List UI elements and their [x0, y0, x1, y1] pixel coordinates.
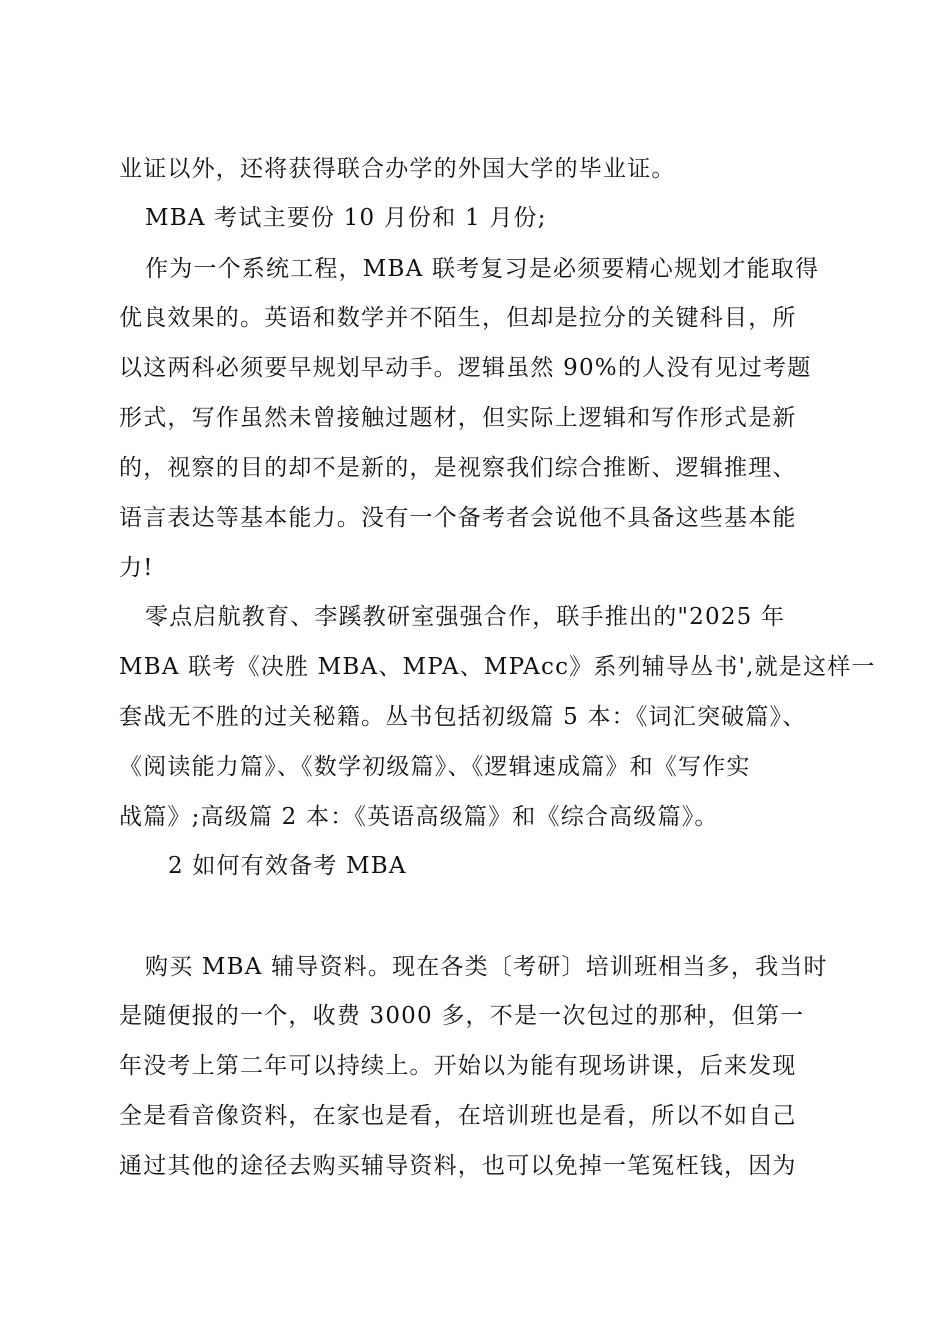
paragraph-line: 购买 MBA 辅导资料。现在各类〔考研〕培训班相当多，我当时 — [145, 954, 828, 980]
paragraph-line: 形式，写作虽然未曾接触过题材，但实际上逻辑和写作形式是新 — [119, 405, 797, 431]
paragraph-line: 《阅读能力篇》、《数学初级篇》、《逻辑速成篇》和《写作实 — [119, 754, 751, 780]
paragraph-line: 以这两科必须要早规划早动手。逻辑虽然 90%的人没有见过考题 — [119, 355, 812, 381]
paragraph-line: 全是看音像资料，在家也是看，在培训班也是看，所以不如自己 — [119, 1103, 797, 1129]
paragraph-line: 通过其他的途径去购买辅导资料，也可以免掉一笔冤枉钱，因为 — [119, 1153, 797, 1179]
paragraph-line: 零点启航教育、李蹊教研室强强合作，联手推出的"2025 年 — [145, 604, 786, 630]
section-heading: 2 如何有效备考 MBA — [168, 853, 407, 879]
paragraph-line: 语言表达等基本能力。没有一个备考者会说他不具备这些基本能 — [119, 505, 797, 531]
paragraph-line: 优良效果的。英语和数学并不陌生，但却是拉分的关键科目，所 — [119, 305, 797, 331]
paragraph-line: 的，视察的目的却不是新的，是视察我们综合推断、逻辑推理、 — [119, 455, 797, 481]
paragraph-line: 作为一个系统工程，MBA 联考复习是必须要精心规划才能取得 — [145, 256, 820, 282]
paragraph-line: 套战无不胜的过关秘籍。丛书包括初级篇 5 本：《词汇突破篇》、 — [119, 704, 807, 730]
paragraph-line: 力! — [119, 555, 154, 581]
paragraph-line: MBA 考试主要份 10 月份和 1 月份; — [145, 205, 547, 231]
paragraph-line: 年没考上第二年可以持续上。开始以为能有现场讲课，后来发现 — [119, 1053, 797, 1079]
paragraph-line: 是随便报的一个，收费 3000 多，不是一次包过的那种，但第一 — [119, 1003, 805, 1029]
paragraph-line: 战篇》;高级篇 2 本：《英语高级篇》和《综合高级篇》。 — [119, 804, 719, 830]
paragraph-line: 业证以外，还将获得联合办学的外国大学的毕业证。 — [119, 156, 676, 182]
paragraph-line: MBA 联考《决胜 MBA、MPA、MPAcc》系列辅导丛书',就是这样一 — [119, 654, 876, 680]
